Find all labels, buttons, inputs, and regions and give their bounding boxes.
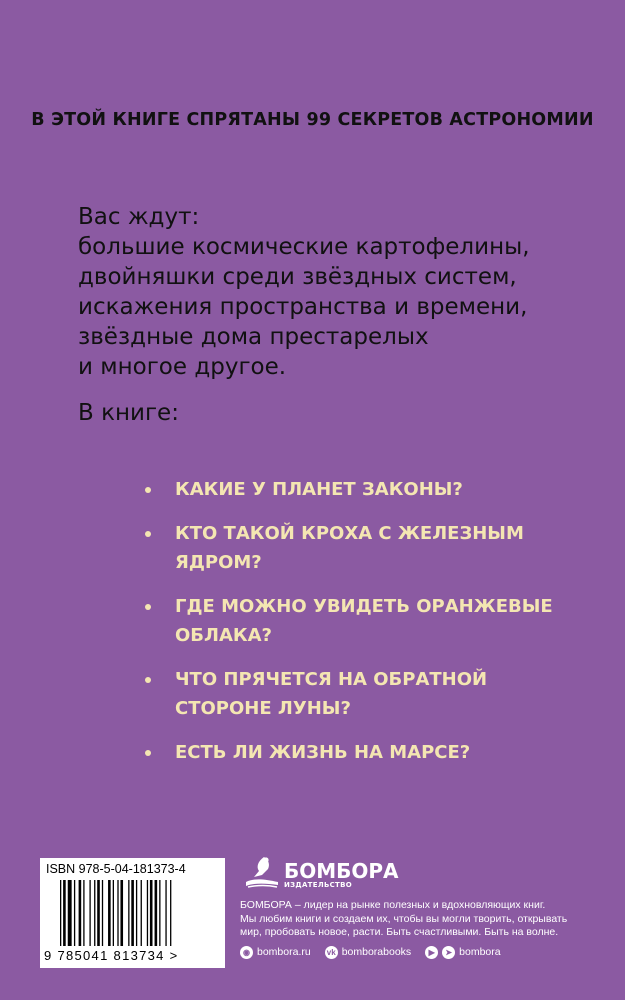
intro-line: большие космические картофелины,	[78, 234, 530, 260]
description-line: Мы любим книги и создаем их, чтобы вы могли творить, открывать	[240, 912, 568, 925]
questions-list	[145, 475, 615, 782]
globe-icon: ◉	[240, 946, 253, 959]
vk-icon: vk	[325, 946, 338, 959]
publisher-subtitle: ИЗДАТЕЛЬСТВО	[284, 881, 352, 889]
social-label: bombora.ru	[257, 946, 311, 958]
in-book-label: В книге:	[78, 400, 179, 426]
list-item-text: ЕСТЬ ЛИ ЖИЗНЬ НА МАРСЕ?	[175, 742, 471, 763]
publisher-logo	[244, 855, 620, 889]
intro-line: искажения пространства и времени,	[78, 294, 528, 320]
barcode-icon	[58, 880, 218, 948]
intro-line: звёздные дома престарелых	[78, 324, 429, 350]
publisher-name: БОМБОРА	[284, 859, 399, 883]
bullet-dot-icon	[145, 750, 151, 756]
intro-line: Вас ждут:	[78, 204, 200, 230]
social-website[interactable]	[240, 946, 311, 959]
description-line: БОМБОРА – лидер на рынке полезных и вдохновляющих книг.	[240, 899, 546, 911]
bullet-dot-icon	[145, 487, 151, 493]
cover-headline: В ЭТОЙ КНИГЕ СПРЯТАНЫ 99 СЕКРЕТОВ АСТРОНОМИИ	[31, 110, 594, 130]
list-item-text: ЧТО ПРЯЧЕТСЯ НА ОБРАТНОЙ	[175, 669, 488, 690]
list-item	[145, 475, 615, 504]
list-item-text: СТОРОНЕ ЛУНЫ?	[175, 698, 351, 719]
bullet-dot-icon	[145, 531, 151, 537]
intro-paragraph	[78, 202, 598, 382]
list-item-text: ГДЕ МОЖНО УВИДЕТЬ ОРАНЖЕВЫЕ	[175, 596, 553, 617]
intro-line: и многое другое.	[78, 354, 287, 380]
intro-line: двойняшки среди звёздных систем,	[78, 264, 517, 290]
bullet-dot-icon	[145, 677, 151, 683]
youtube-icon: ▶	[425, 946, 438, 959]
list-item	[145, 738, 615, 767]
social-label: bombora	[459, 946, 501, 958]
list-item	[145, 519, 615, 577]
social-label: bomborabooks	[341, 946, 412, 958]
list-item	[145, 592, 615, 650]
list-item-text: КТО ТАКОЙ КРОХА С ЖЕЛЕЗНЫМ	[175, 523, 524, 544]
publisher-block	[240, 855, 620, 959]
social-vk[interactable]	[325, 946, 411, 959]
barcode-panel	[40, 858, 225, 968]
bullet-dot-icon	[145, 604, 151, 610]
social-youtube-telegram[interactable]	[425, 946, 500, 959]
list-item	[145, 665, 615, 723]
telegram-icon: ➤	[442, 946, 455, 959]
list-item-text: ОБЛАКА?	[175, 625, 272, 646]
surfer-logo-icon	[244, 855, 280, 889]
isbn-number: ISBN 978-5-04-181373-4	[46, 862, 186, 876]
publisher-description	[240, 899, 620, 940]
list-item-text: ЯДРОМ?	[175, 552, 262, 573]
description-line: мир, пробовать новое, расти. Быть счастливыми. Быть на волне.	[240, 926, 559, 938]
social-links	[240, 946, 620, 959]
list-item-text: КАКИЕ У ПЛАНЕТ ЗАКОНЫ?	[175, 479, 463, 500]
barcode-digits: 9 785041 813734 >	[44, 948, 179, 963]
